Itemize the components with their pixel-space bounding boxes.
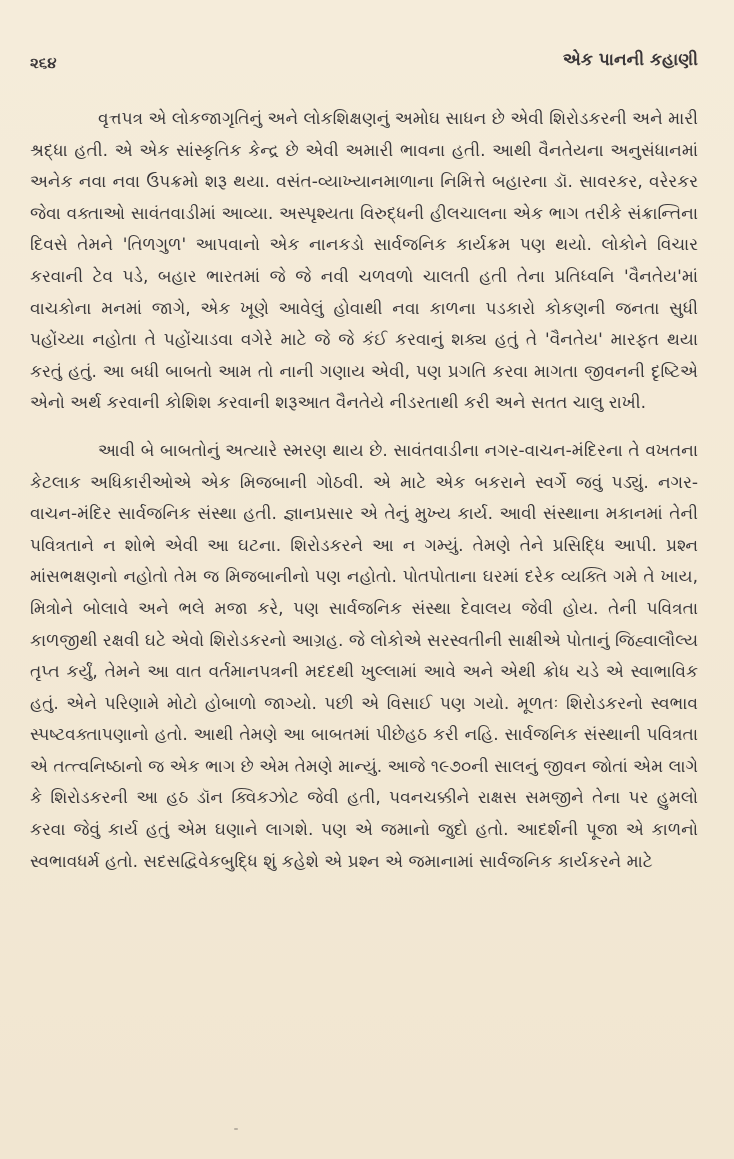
running-title: એક પાનની કહાણી — [562, 50, 698, 70]
body-text — [30, 104, 698, 878]
paper-speck — [234, 1128, 238, 1130]
paragraph: વૃત્તપત્ર એ લોકજાગૃતિનું અને લોકશિક્ષણનું અમોઘ સાધન છે એવી શિરોડકરની અને મારી શ્રદ્ધા હતી. એ એક સાંસ્કૃતિક કેન્દ્ર છે એવી અમારી ભાવના હતી. આથી વૈનતેયના અનુસંધાનમાં અનેક નવા નવા ઉપક્રમો શરૂ થયા. વસંત-વ્યાખ્યાનમાળાના નિમિત્તે બહારના ડૉ. સાવરકર, વરેરકર જેવા વક્તાઓ સાવંતવાડીમાં આવ્યા. અસ્પૃશ્યતા વિરુદ્ધની હીલચાલના એક ભાગ તરીકે સંક્રાન્તિના દિવસે તેમને 'તિળગુળ' આપવાનો એક નાનકડો સાર્વજનિક કાર્યક્રમ પણ થયો. લોકોને વિચાર કરવાની ટેવ પડે, બહાર ભારતમાં જે જે નવી ચળવળો ચાલતી હતી તેના પ્રતિધ્વનિ 'વૈનતેય'માં વાચકોના મનમાં જાગે, એક ખૂણે આવેલું હોવાથી નવા કાળના પડકારો કોકણની જનતા સુધી પહોંચ્યા નહોતા તે પહોંચાડવા વગેરે માટે જે જે કંઈ કરવાનું શક્ય હતું તે 'વૈનતેય' મારફત થયા કરતું હતું. આ બધી બાબતો આમ તો નાની ગણાય એવી, પણ પ્રગતિ કરવા માગતા જીવનની દૃષ્ટિએ એનો અર્થ કરવાની કોશિશ કરવાની શરૂઆત વૈનતેયે નીડરતાથી કરી અને સતત ચાલુ રાખી. — [30, 109, 698, 414]
page-number: ૨૬૪ — [30, 54, 57, 72]
paragraph: આવી બે બાબતોનું અત્યારે સ્મરણ થાય છે. સાવંતવાડીના નગર-વાચન-મંદિરના તે વખતના કેટલાક અધિકારીઓએ એક મિજબાની ગોઠવી. એ માટે એક બકરાને સ્વર્ગે જવું પડ્યું. નગર-વાચન-મંદિર સાર્વજનિક સંસ્થા હતી. જ્ઞાનપ્રસાર એ તેનું મુખ્ય કાર્ય. આવી સંસ્થાના મકાનમાં તેની પવિત્રતાને ન શોભે એવી આ ઘટના. શિરોડકરને આ ન ગમ્યું. તેમણે તેને પ્રસિદ્ધિ આપી. પ્રશ્ન માંસભક્ષણનો નહોતો તેમ જ મિજબાનીનો પણ નહોતો. પોતપોતાના ઘરમાં દરેક વ્યક્તિ ગમે તે ખાય, મિત્રોને બોલાવે અને ભલે મજા કરે, પણ સાર્વજનિક સંસ્થા દેવાલય જેવી હોય. તેની પવિત્રતા કાળજીથી રક્ષવી ઘટે એવો શિરોડકરનો આગ્રહ. જે લોકોએ સરસ્વતીની સાક્ષીએ પોતાનું જિહ્વાલૌલ્ય તૃપ્ત કર્યું, તેમને આ વાત વર્તમાનપત્રની મદદથી ખુલ્લામાં આવે અને એથી ક્રોધ ચડે એ સ્વાભાવિક હતું. એને પરિણામે મોટો હોબાળો જાગ્યો. પછી એ વિસાઈ પણ ગયો. મૂળતઃ શિરોડકરનો સ્વભાવ સ્પષ્ટવક્તાપણાનો હતો. આથી તેમણે આ બાબતમાં પીછેહઠ કરી નહિ. સાર્વજનિક સંસ્થાની પવિત્રતા એ તત્ત્વનિષ્ઠાનો જ એક ભાગ છે એમ તેમણે માન્યું. આજે ૧૯૭૦ની સાલનું જીવન જોતાં એમ લાગે કે શિરોડકરની આ હઠ ડૉન ક્વિકઝોટ જેવી હતી, પવનચક્કીને રાક્ષસ સમજીને તેના પર હુમલો કરવા જેવું કાર્ય હતું એમ ઘણાને લાગશે. પણ એ જમાનો જુદો હતો. આદર્શની પૂજા એ કાળનો સ્વભાવધર્મ હતો. સદસદ્વિવેકબુદ્ધિ શું કહેશે એ પ્રશ્ન એ જમાનામાં સાર્વજનિક કાર્યકરને માટે — [30, 440, 698, 872]
